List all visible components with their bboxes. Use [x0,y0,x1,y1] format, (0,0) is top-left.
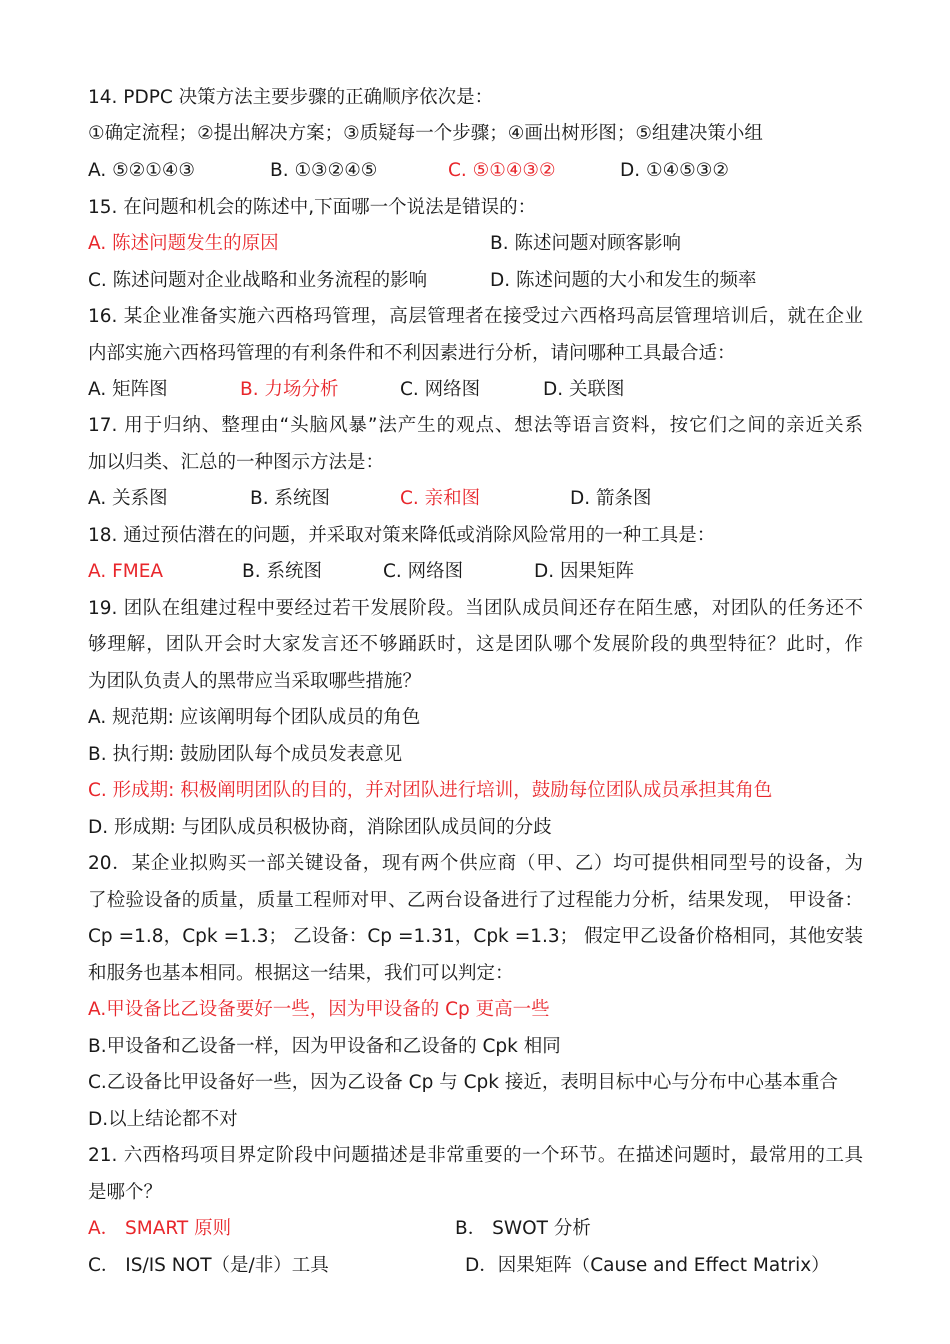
q20-stem-line3: Cp =1.8，Cpk =1.3； 乙设备：Cp =1.31，Cpk =1.3； 假定甲乙设备价格相同，其他安装 [88,926,863,947]
q17-option-a: A. 关系图 [88,488,168,509]
q14-option-d: D. ①④⑤③② [620,160,729,181]
q19-stem-line3: 为团队负责人的黑带应当采取哪些措施？ [88,671,422,692]
q18-option-b: B. 系统图 [242,561,322,582]
q17-stem-line1: 17. 用于归纳、整理由“头脑风暴”法产生的观点、想法等语言资料，按它们之间的亲近关系 [88,415,863,436]
q18-option-a-answer: A. FMEA [88,561,164,582]
q15-option-c: C. 陈述问题对企业战略和业务流程的影响 [88,270,428,291]
q17-option-d: D. 箭条图 [570,488,652,509]
q19-option-a: A. 规范期: 应该阐明每个团队成员的角色 [88,707,421,728]
q15-option-b: B. 陈述问题对顾客影响 [490,233,681,254]
q20-option-b: B.甲设备和乙设备一样，因为甲设备和乙设备的 Cpk 相同 [88,1036,561,1057]
q19-option-d: D. 形成期: 与团队成员积极协商，消除团队成员间的分歧 [88,817,552,838]
q16-option-b-answer: B. 力场分析 [240,379,339,400]
q21-stem-line1: 21. 六西格玛项目界定阶段中问题描述是非常重要的一个环节。在描述问题时，最常用的工具 [88,1145,863,1166]
q19-option-b: B. 执行期: 鼓励团队每个成员发表意见 [88,744,403,765]
q18-option-c: C. 网络图 [383,561,464,582]
q15-option-d: D. 陈述问题的大小和发生的频率 [490,270,757,291]
q20-stem-line1: 20．某企业拟购买一部关键设备，现有两个供应商（甲、乙）均可提供相同型号的设备，为 [88,853,863,874]
q16-option-c: C. 网络图 [400,379,481,400]
q16-stem-line1: 16. 某企业准备实施六西格玛管理，高层管理者在接受过六西格玛高层管理培训后，就在企业 [88,306,863,327]
q20-stem-line4: 和服务也基本相同。根据这一结果，我们可以判定： [88,963,514,984]
q20-option-d: D.以上结论都不对 [88,1109,238,1130]
q17-option-c-answer: C. 亲和图 [400,488,481,509]
q14-option-a: A. ⑤②①④③ [88,160,196,181]
q21-option-c: C． IS/IS NOT（是/非）工具 [88,1255,329,1276]
q21-option-b: B． SWOT 分析 [455,1218,591,1239]
q18-stem: 18. 通过预估潜在的问题，并采取对策来降低或消除风险常用的一种工具是： [88,525,716,546]
q19-stem-line1: 19. 团队在组建过程中要经过若干发展阶段。当团队成员间还存在陌生感，对团队的任务还不 [88,598,863,619]
q16-option-a: A. 矩阵图 [88,379,168,400]
q20-stem-line2: 了检验设备的质量，质量工程师对甲、乙两台设备进行了过程能力分析，结果发现， 甲设备： [88,890,863,911]
q21-option-a-answer: A． SMART 原则 [88,1218,232,1239]
q14-stem: 14. PDPC 决策方法主要步骤的正确顺序依次是： [88,87,494,108]
q19-option-c-answer: C. 形成期: 积极阐明团队的目的，并对团队进行培训，鼓励每位团队成员承担其角色 [88,780,773,801]
q14-option-b: B. ①③②④⑤ [270,160,378,181]
q17-stem-line2: 加以归类、汇总的一种图示方法是： [88,452,385,473]
q16-stem-line2: 内部实施六西格玛管理的有利条件和不利因素进行分析，请问哪种工具最合适： [88,343,736,364]
q15-stem: 15. 在问题和机会的陈述中,下面哪一个说法是错误的： [88,197,537,218]
q14-steps: ①确定流程；②提出解决方案；③质疑每一个步骤；④画出树形图；⑤组建决策小组 [88,123,763,144]
q20-option-c: C.乙设备比甲设备好一些，因为乙设备 Cp 与 Cpk 接近，表明目标中心与分布中心基本重合 [88,1072,838,1093]
q21-option-d: D．因果矩阵（Cause and Effect Matrix） [465,1255,830,1276]
q20-option-a-answer: A.甲设备比乙设备要好一些，因为甲设备的 Cp 更高一些 [88,999,550,1020]
q17-option-b: B. 系统图 [250,488,330,509]
q15-option-a-answer: A. 陈述问题发生的原因 [88,233,279,254]
q16-option-d: D. 关联图 [543,379,625,400]
q21-stem-line2: 是哪个？ [88,1182,163,1203]
q18-option-d: D. 因果矩阵 [534,561,635,582]
q19-stem-line2: 够理解，团队开会时大家发言还不够踊跃时，这是团队哪个发展阶段的典型特征？此时，作 [88,634,863,655]
q14-option-c-answer: C. ⑤①④③② [448,160,556,181]
